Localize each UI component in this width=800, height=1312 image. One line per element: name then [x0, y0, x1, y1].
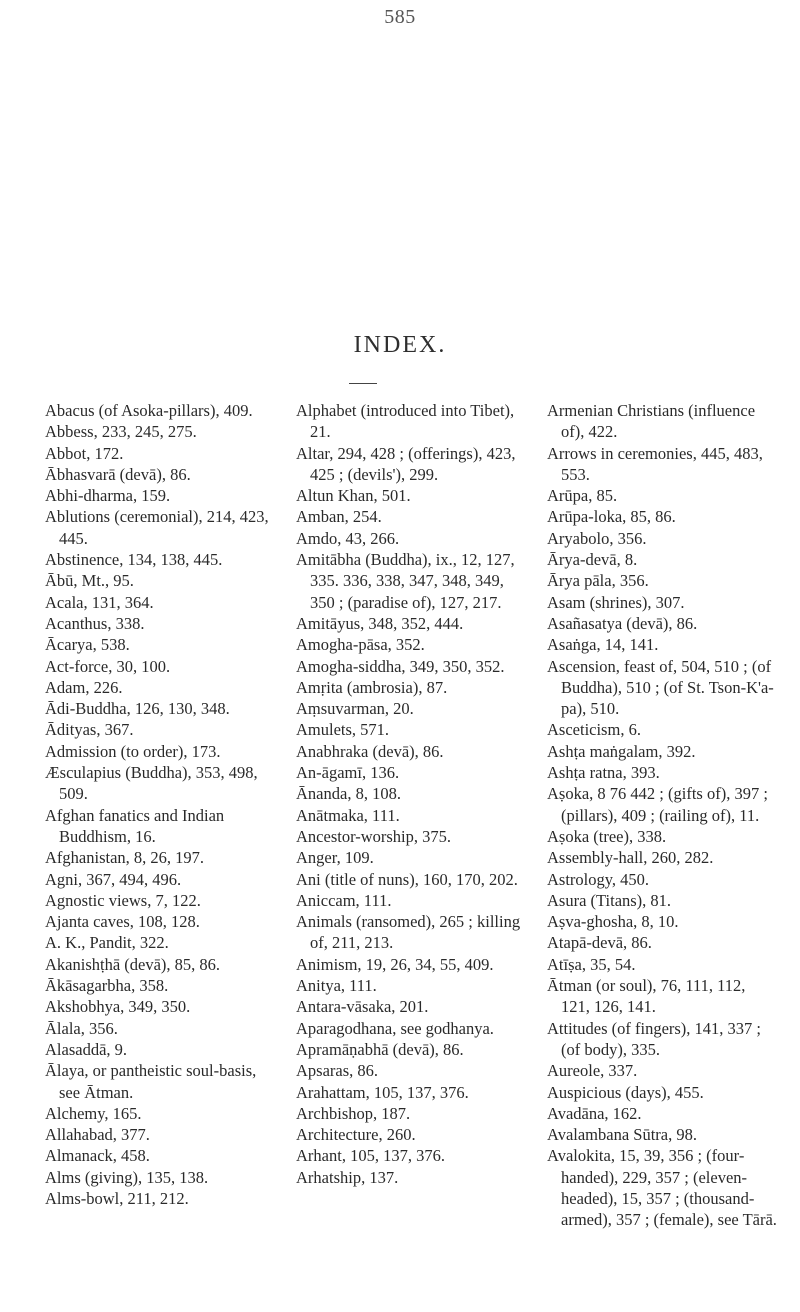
index-entry: Ajanta caves, 108, 128. — [45, 912, 200, 932]
index-entry: Ālaya, or pantheistic soul-basis, see Ātman. — [45, 1061, 257, 1102]
index-entry: Asam (shrines), 307. — [547, 592, 685, 612]
index-entry: Aryabolo, 356. — [547, 528, 647, 548]
index-entry: Adam, 226. — [45, 677, 123, 697]
index-entry: Æsculapius (Buddha), 353, 498, 509. — [45, 763, 258, 804]
index-entry: Agnostic views, 7, 122. — [45, 890, 201, 910]
index-entry: Act-force, 30, 100. — [45, 656, 171, 676]
index-entry: Anātmaka, 111. — [296, 805, 400, 825]
index-entry: Architecture, 260. — [296, 1125, 416, 1145]
index-entry: Alchemy, 165. — [45, 1103, 142, 1123]
index-entry: Aṣva-ghosha, 8, 10. — [547, 912, 679, 932]
index-entry: Akanishṭhā (devā), 85, 86. — [45, 954, 221, 974]
index-entry: Archbishop, 187. — [296, 1103, 411, 1123]
index-entry: Amitāyus, 348, 352, 444. — [296, 613, 464, 633]
index-entry: Ablutions (ceremonial), 214, 423, 445. — [45, 507, 269, 548]
index-entry: Aparagodhana, see godhanya. — [296, 1018, 494, 1038]
index-entry: Arrows in ceremonies, 445, 483, 553. — [547, 443, 763, 484]
index-entry: Armenian Christians (influence of), 422. — [547, 401, 756, 442]
index-entry: Arūpa-loka, 85, 86. — [547, 507, 676, 527]
index-entry: Abbot, 172. — [45, 443, 124, 463]
index-entry: Antara-vāsaka, 201. — [296, 997, 429, 1017]
index-entry: Anger, 109. — [296, 848, 374, 868]
index-entry: Alasaddā, 9. — [45, 1039, 128, 1059]
index-entry: Amogha-pāsa, 352. — [296, 635, 425, 655]
index-entry: Agni, 367, 494, 496. — [45, 869, 182, 889]
index-entry: Aniccam, 111. — [296, 890, 392, 910]
index-entry: An-āgamī, 136. — [296, 763, 400, 783]
index-entry: Amitābha (Buddha), ix., 12, 127, 335. 336, 338, 347, 348, 349, 350 ; (paradise of), 127, 217. — [296, 550, 515, 612]
index-entry: Abhi-dharma, 159. — [45, 486, 171, 506]
index-entry: Acala, 131, 364. — [45, 592, 154, 612]
index-entry: Arhant, 105, 137, 376. — [296, 1146, 445, 1166]
index-entry: Abacus (of Asoka-pillars), 409. — [45, 401, 253, 420]
index-entry: Amban, 254. — [296, 507, 382, 527]
index-entry: Almanack, 458. — [45, 1146, 150, 1166]
index-column-3 — [547, 400, 777, 1231]
index-entry: Admission (to order), 173. — [45, 741, 221, 761]
index-entry: Apramāṇabhā (devā), 86. — [296, 1039, 464, 1059]
index-entry: Abstinence, 134, 138, 445. — [45, 550, 223, 570]
index-entry: Avalambana Sūtra, 98. — [547, 1125, 697, 1145]
index-column-2 — [296, 400, 526, 1188]
index-entry: Asura (Titans), 81. — [547, 890, 672, 910]
index-entry: Atapā-devā, 86. — [547, 933, 652, 953]
index-entry: Ālala, 356. — [45, 1018, 118, 1038]
index-entry: Anitya, 111. — [296, 976, 377, 996]
index-entry: Assembly-hall, 260, 282. — [547, 848, 714, 868]
index-entry: Ācarya, 538. — [45, 635, 130, 655]
index-entry: Asceticism, 6. — [547, 720, 641, 740]
index-entry: Amogha-siddha, 349, 350, 352. — [296, 656, 505, 676]
index-entry: Asañasatya (devā), 86. — [547, 613, 698, 633]
index-entry: Alms (giving), 135, 138. — [45, 1167, 209, 1187]
index-entry: Animism, 19, 26, 34, 55, 409. — [296, 954, 494, 974]
index-entry: Anabhraka (devā), 86. — [296, 741, 444, 761]
index-entry: Acanthus, 338. — [45, 613, 145, 633]
index-entry: Amdo, 43, 266. — [296, 528, 400, 548]
index-entry: Ābū, Mt., 95. — [45, 571, 134, 591]
index-entry: Aṣoka, 8 76 442 ; (gifts of), 397 ; (pillars), 409 ; (railing of), 11. — [547, 784, 768, 825]
index-entry: Alms-bowl, 211, 212. — [45, 1188, 189, 1208]
index-entry: Ātman (or soul), 76, 111, 112, 121, 126, 141. — [547, 976, 746, 1017]
title-divider — [349, 383, 377, 384]
page-title: INDEX. — [353, 332, 447, 358]
index-entry: Arūpa, 85. — [547, 486, 618, 506]
index-entry: Attitudes (of fingers), 141, 337 ; (of body), 335. — [547, 1018, 762, 1059]
index-entry: Atīṣa, 35, 54. — [547, 954, 636, 974]
index-entry: Ādityas, 367. — [45, 720, 134, 740]
index-entry: Ādi-Buddha, 126, 130, 348. — [45, 699, 230, 719]
index-entry: Abbess, 233, 245, 275. — [45, 422, 197, 442]
index-entry: Ascension, feast of, 504, 510 ; (of Buddha), 510 ; (of St. Tson-K'a-pa), 510. — [547, 656, 774, 719]
index-entry: Avadāna, 162. — [547, 1103, 642, 1123]
index-entry: Ārya-devā, 8. — [547, 550, 638, 570]
index-entry: Allahabad, 377. — [45, 1125, 150, 1145]
index-entry: Altun Khan, 501. — [296, 486, 411, 506]
index-entry: Astrology, 450. — [547, 869, 650, 889]
page-number: 585 — [384, 6, 416, 28]
index-entry: Akshobhya, 349, 350. — [45, 997, 191, 1017]
index-entry: Ashṭa ratna, 393. — [547, 763, 660, 783]
index-entry: Aṃsuvarman, 20. — [296, 699, 414, 719]
index-entry: Arhatship, 137. — [296, 1167, 399, 1187]
index-entry: Afghan fanatics and Indian Buddhism, 16. — [45, 805, 225, 846]
index-entry: Aṣoka (tree), 338. — [547, 826, 667, 846]
index-entry: Ancestor-worship, 375. — [296, 826, 452, 846]
index-entry: Ashṭa maṅgalam, 392. — [547, 741, 696, 761]
index-entry: Arahattam, 105, 137, 376. — [296, 1082, 469, 1102]
index-entry: Apsaras, 86. — [296, 1061, 379, 1081]
index-entry: Alphabet (introduced into Tibet), 21. — [296, 401, 515, 442]
index-entry: Amṛita (ambrosia), 87. — [296, 677, 448, 697]
index-entry: Aureole, 337. — [547, 1061, 638, 1081]
index-entry: Avalokita, 15, 39, 356 ; (four-handed), 229, 357 ; (eleven-headed), 15, 357 ; (thousand-armed), 357 ; (female), see Tārā. — [547, 1146, 777, 1230]
index-entry: Afghanistan, 8, 26, 197. — [45, 848, 205, 868]
index-entry: Ābhasvarā (devā), 86. — [45, 464, 191, 484]
index-entry: Ani (title of nuns), 160, 170, 202. — [296, 869, 518, 889]
index-entry: Ākāsagarbha, 358. — [45, 976, 169, 996]
index-entry: Auspicious (days), 455. — [547, 1082, 704, 1102]
index-entry: Ārya pāla, 356. — [547, 571, 649, 591]
index-entry: Ānanda, 8, 108. — [296, 784, 401, 804]
index-entry: Amulets, 571. — [296, 720, 390, 740]
index-entry: Altar, 294, 428 ; (offerings), 423, 425 ; (devils'), 299. — [296, 443, 516, 484]
index-entry: Asaṅga, 14, 141. — [547, 635, 659, 655]
index-entry: Animals (ransomed), 265 ; killing of, 211, 213. — [296, 912, 521, 953]
index-column-1 — [45, 400, 275, 1209]
index-entry: A. K., Pandit, 322. — [45, 933, 169, 953]
